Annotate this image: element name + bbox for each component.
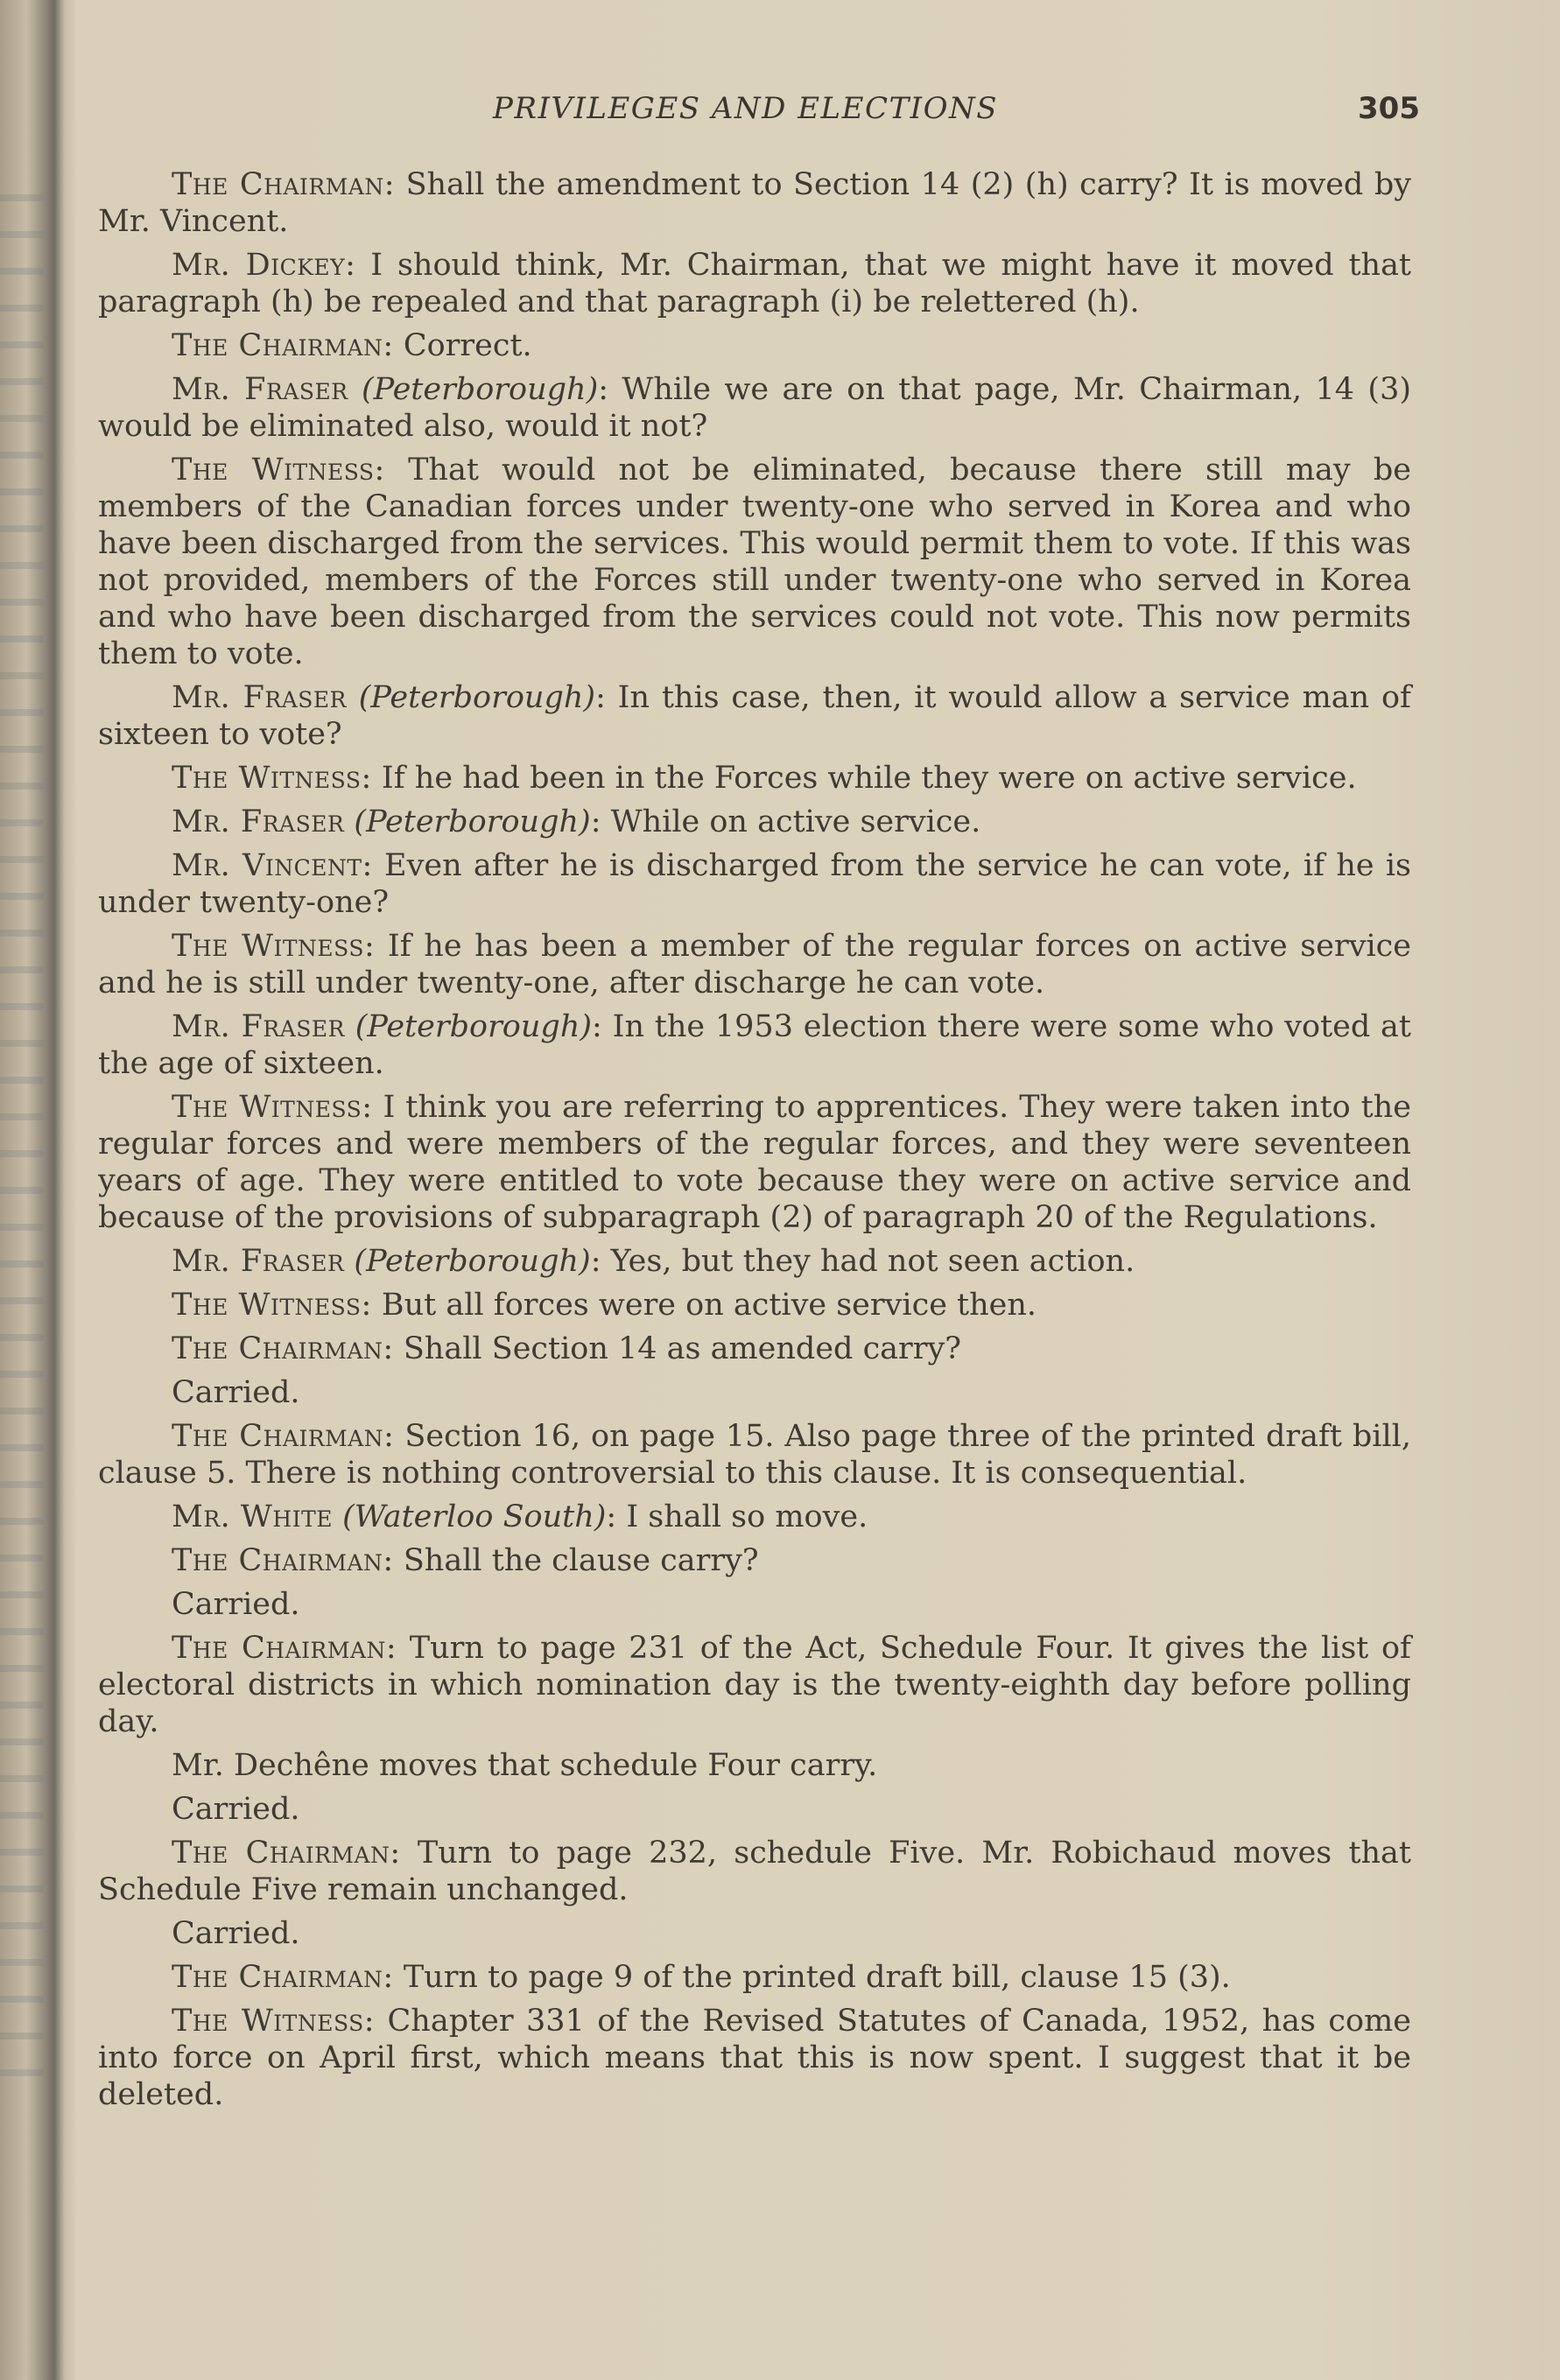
speech: But all forces were on active service then. <box>371 1288 1037 1323</box>
paragraph <box>98 804 1411 840</box>
speech: Even after he is discharged from the service he can vote, if he is under twenty-one? <box>98 848 1411 920</box>
speech: That would not be eliminated, because there still may be members of the Canadian forces under twenty-one who served in Korea and who have been discharged from the services. This would permit them to vote. If this was not provided, members of the Forces still under twenty-one who served in Korea and who have been discharged from the services could not vote. This now permits them to vote. <box>98 453 1411 671</box>
paragraph <box>98 928 1411 1001</box>
paragraph <box>98 1791 1411 1828</box>
paragraph <box>98 1915 1411 1952</box>
speaker: The Chairman: <box>172 328 394 363</box>
speech: : While we are on that page, Mr. Chairman, 14 (3) would be eliminated also, would it not? <box>98 372 1411 444</box>
page-number: 305 <box>1358 91 1420 126</box>
riding: (Waterloo South) <box>342 1499 607 1534</box>
speaker: The Chairman: <box>172 1543 394 1578</box>
paragraph <box>98 847 1411 921</box>
speaker: The Witness: <box>172 453 385 488</box>
speech: I should think, Mr. Chairman, that we might have it moved that paragraph (h) be repealed and that paragraph (i) be relettered (h). <box>98 248 1411 319</box>
speech: Chapter 331 of the Revised Statutes of Canada, 1952, has come into force on April first, which means that this is now spent. I suggest that it be deleted. <box>98 2004 1411 2112</box>
speech: Turn to page 9 of the printed draft bill, clause 15 (3). <box>393 1960 1231 1995</box>
speaker: The Witness: <box>172 2004 376 2039</box>
paragraph <box>98 760 1411 797</box>
paragraph <box>98 679 1411 753</box>
speech: Carried. <box>172 1916 300 1951</box>
speech: Correct. <box>393 328 532 363</box>
speaker: The Chairman: <box>172 1419 395 1454</box>
paragraph <box>98 1959 1411 1996</box>
speech: : In this case, then, it would allow a service man of sixteen to vote? <box>98 680 1411 752</box>
paragraph <box>98 1499 1411 1535</box>
riding: (Peterborough) <box>358 680 596 715</box>
speech: I think you are referring to apprentices. They were taken into the regular forces and were members of the regular forces, and they were seventeen years of age. They were entitled to vote because they were on active service and because of the provisions of subparagraph (2) of paragraph 20 of the Regulations. <box>98 1090 1411 1235</box>
speech: If he has been a member of the regular forces on active service and he is still under twenty-one, after discharge he can vote. <box>98 929 1411 1000</box>
paragraph <box>98 1418 1411 1492</box>
paragraph <box>98 371 1411 445</box>
riding: (Peterborough) <box>361 372 599 407</box>
speaker: The Witness: <box>172 1090 373 1125</box>
riding: (Peterborough) <box>354 1244 591 1279</box>
paragraph <box>98 1835 1411 1908</box>
running-head: PRIVILEGES AND ELECTIONS <box>493 91 998 126</box>
facing-page-bleed <box>0 175 44 2101</box>
speech: Turn to page 232, schedule Five. Mr. Robichaud moves that Schedule Five remain unchanged. <box>98 1836 1411 1907</box>
speech: Mr. Dechêne moves that schedule Four carry. <box>172 1748 878 1783</box>
speaker: Mr. White <box>172 1499 333 1534</box>
paragraph <box>98 1243 1411 1280</box>
speaker: Mr. Fraser <box>172 804 345 839</box>
speaker: The Witness: <box>172 761 372 796</box>
paragraph <box>98 1630 1411 1740</box>
speaker: Mr. Fraser <box>172 372 348 407</box>
speaker: Mr. Fraser <box>172 1244 345 1279</box>
speaker: The Chairman: <box>172 1960 394 1995</box>
riding: (Peterborough) <box>354 804 591 839</box>
paragraph <box>98 1089 1411 1236</box>
riding: (Peterborough) <box>355 1009 593 1044</box>
speech: Shall the clause carry? <box>393 1543 759 1578</box>
speech: : Yes, but they had not seen action. <box>590 1244 1135 1279</box>
speech: Shall Section 14 as amended carry? <box>393 1331 962 1366</box>
paragraph <box>98 327 1411 364</box>
paragraph <box>98 2003 1411 2113</box>
speaker: Mr. Fraser <box>172 680 347 715</box>
speaker: The Chairman: <box>172 1836 401 1871</box>
speaker: Mr. Dickey: <box>172 248 356 283</box>
speaker: Mr. Vincent: <box>172 848 373 883</box>
paragraph <box>98 1008 1411 1082</box>
speaker: The Chairman: <box>172 167 396 202</box>
speaker: Mr. Fraser <box>172 1009 345 1044</box>
speech: : While on active service. <box>590 804 981 839</box>
speech: If he had been in the Forces while they were on active service. <box>371 761 1357 796</box>
paragraph <box>98 166 1411 240</box>
speaker: The Witness: <box>172 929 376 964</box>
speech: Carried. <box>172 1587 300 1622</box>
paragraph <box>98 452 1411 672</box>
speech: Turn to page 231 of the Act, Schedule Four. It gives the list of electoral districts in which nomination day is the twenty-eighth day before polling day. <box>98 1631 1411 1739</box>
speech: Carried. <box>172 1792 300 1827</box>
paragraph <box>98 1542 1411 1579</box>
speech: : In the 1953 election there were some who voted at the age of sixteen. <box>98 1009 1411 1081</box>
speaker: The Chairman: <box>172 1331 394 1366</box>
paragraph <box>98 1747 1411 1784</box>
transcript-body <box>98 166 1411 2120</box>
paragraph <box>98 1330 1411 1367</box>
speech: Shall the amendment to Section 14 (2) (h) carry? It is moved by Mr. Vincent. <box>98 167 1411 239</box>
paragraph <box>98 1374 1411 1411</box>
speech: Section 16, on page 15. Also page three of the printed draft bill, clause 5. There is nothing controversial to this clause. It is consequential. <box>98 1419 1411 1491</box>
paragraph <box>98 247 1411 320</box>
speech: : I shall so move. <box>606 1499 868 1534</box>
paragraph <box>98 1287 1411 1323</box>
speaker: The Chairman: <box>172 1631 397 1666</box>
speech: Carried. <box>172 1375 300 1410</box>
speaker: The Witness: <box>172 1288 372 1323</box>
paragraph <box>98 1586 1411 1623</box>
